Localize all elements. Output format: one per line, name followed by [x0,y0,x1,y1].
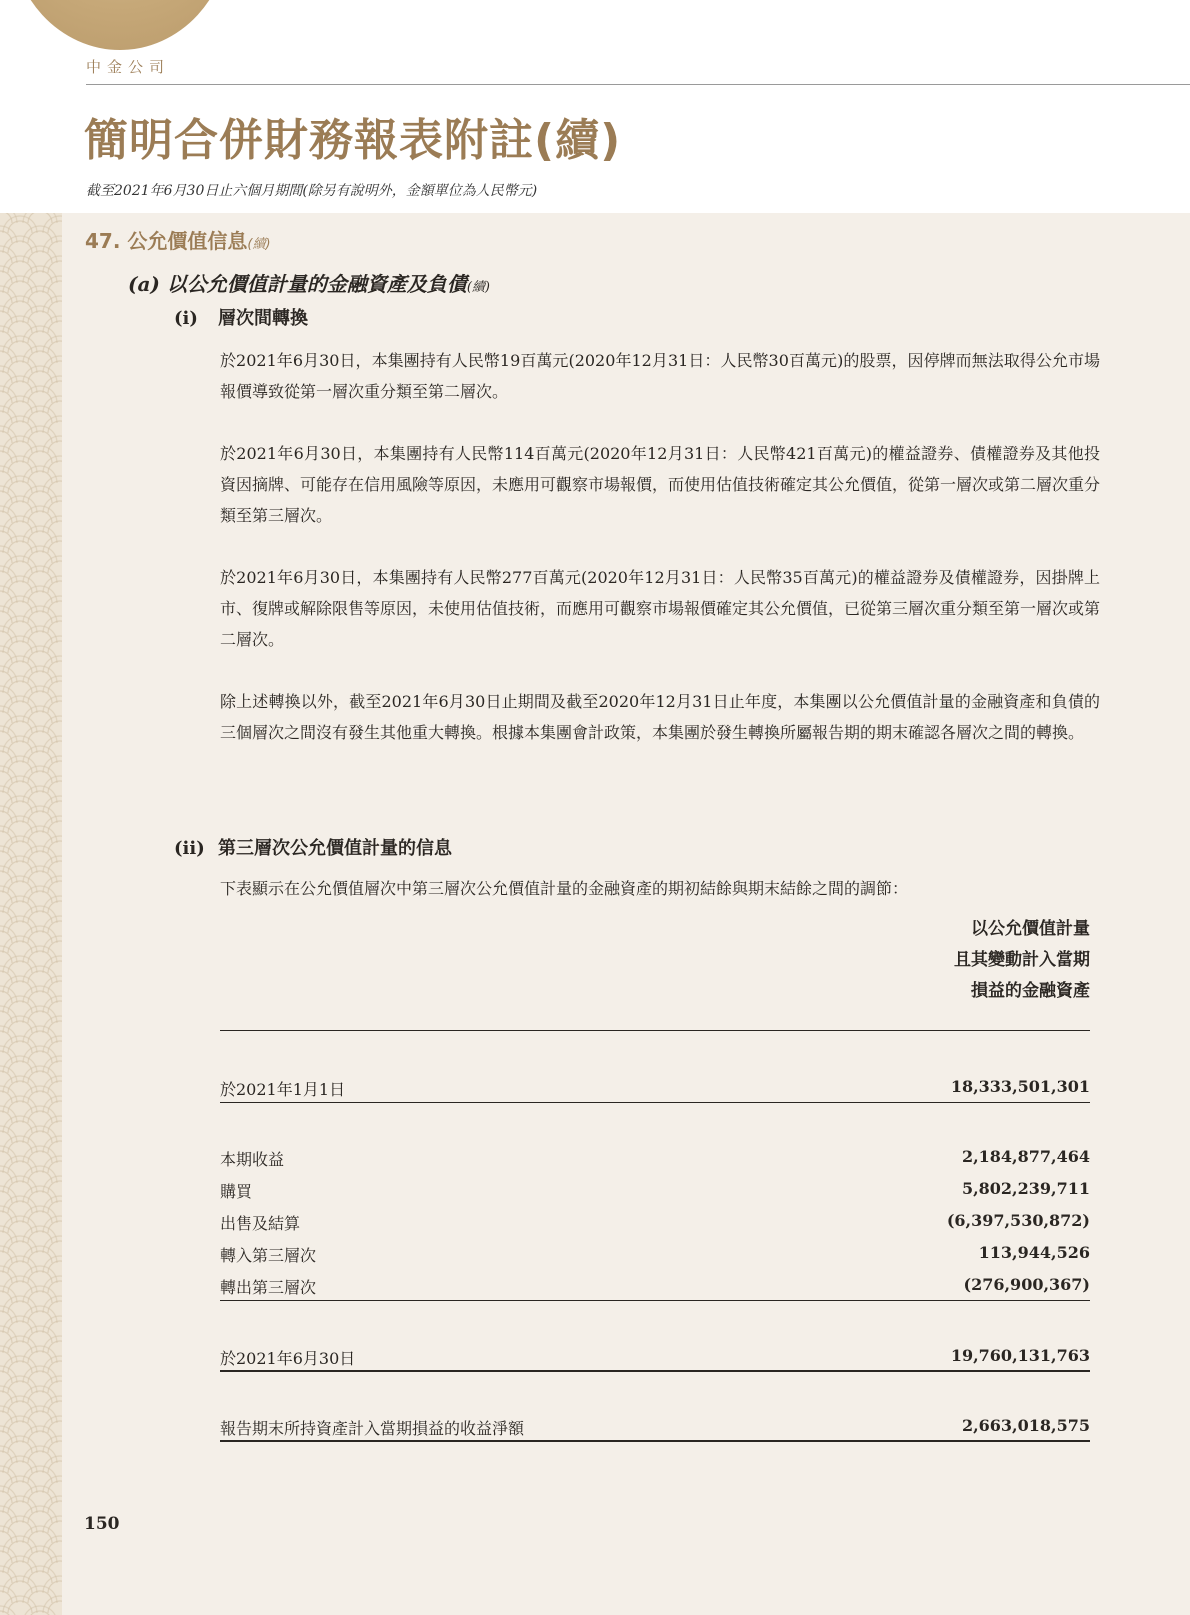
movements-rule [220,1300,1090,1301]
page-title: 簡明合併財務報表附註(續) [84,115,622,166]
opening-balance-label: 於2021年1月1日 [220,1080,346,1099]
net-gain-value: 2,663,018,575 [961,1416,1090,1435]
subsection-ii-heading [174,834,452,860]
movement-label: 出售及結算 [220,1214,301,1233]
section-cont-mark: (續) [247,237,271,252]
page-number: 150 [84,1514,120,1534]
table-column-header [940,914,1090,1007]
section-heading [85,225,271,254]
subsection-ii-title: 第三層次公允價值計量的信息 [218,838,452,859]
decorative-medallion [10,0,230,50]
subsection-i-number: (i) [174,308,198,329]
page-subtitle: 截至2021年6月30日止六個月期間(除另有說明外，金額單位為人民幣元) [86,183,538,199]
decorative-wave-pattern [0,213,62,1615]
closing-rule [220,1370,1090,1372]
paragraph-2: 於2021年6月30日，本集團持有人民幣114百萬元(2020年12月31日：人民幣421百萬元)的權益證券、債權證券及其他投資因摘牌、可能存在信用風險等原因，未應用可觀察市場報價，而使用估值技術確定其公允價值，從第一層次或第二層次重分類至第三層次。 [220,444,1101,525]
net-gain-rule [220,1440,1090,1442]
header-line-1: 以公允價值計量 [971,919,1090,939]
movement-value: 5,802,239,711 [961,1179,1090,1198]
subsection-i-heading [174,304,308,330]
movement-label: 本期收益 [220,1150,285,1169]
movement-value: (6,397,530,872) [946,1211,1090,1230]
subsection-a-title: (a) 以公允價值計量的金融資產及負債 [128,272,467,296]
movement-label: 購買 [220,1182,253,1201]
opening-rule [220,1102,1090,1103]
subsection-a-heading [128,268,490,297]
section-title: 47. 公允價值信息 [85,229,248,253]
subsection-ii-number: (ii) [174,838,205,859]
header-divider [86,84,1190,85]
net-gain-label: 報告期末所持資產計入當期損益的收益淨額 [220,1419,525,1438]
movement-label: 轉出第三層次 [220,1278,317,1297]
company-name: 中金公司 [86,58,171,76]
movement-label: 轉入第三層次 [220,1246,317,1265]
closing-balance-label: 於2021年6月30日 [220,1349,356,1368]
header-line-3: 損益的金融資產 [971,981,1090,1001]
header-rule [220,1030,1090,1031]
header-line-2: 且其變動計入當期 [954,950,1090,970]
closing-balance-value: 19,760,131,763 [950,1346,1090,1365]
movement-value: 2,184,877,464 [961,1147,1090,1166]
movement-value: (276,900,367) [963,1275,1090,1294]
subsection-i-title: 層次間轉換 [218,308,308,329]
paragraph-1: 於2021年6月30日，本集團持有人民幣19百萬元(2020年12月31日：人民幣30百萬元)的股票，因停牌而無法取得公允市場報價導致從第一層次重分類至第二層次。 [220,351,1100,401]
subsection-a-cont-mark: (續) [466,280,491,295]
movement-value: 113,944,526 [978,1243,1090,1262]
table-intro: 下表顯示在公允價值層次中第三層次公允價值計量的金融資產的期初結餘與期末結餘之間的調節： [220,879,909,898]
opening-balance-value: 18,333,501,301 [950,1077,1090,1096]
paragraph-3: 於2021年6月30日，本集團持有人民幣277百萬元(2020年12月31日：人民幣35百萬元)的權益證券及債權證券，因掛牌上市、復牌或解除限售等原因，未使用估值技術，而應用可觀察市場報價確定其公允價值，已從第三層次重分類至第一層次或第二層次。 [220,568,1101,649]
paragraph-4: 除上述轉換以外，截至2021年6月30日止期間及截至2020年12月31日止年度，本集團以公允價值計量的金融資產和負債的三個層次之間沒有發生其他重大轉換。根據本集團會計政策，本集團於發生轉換所屬報告期的期末確認各層次之間的轉換。 [220,692,1100,742]
